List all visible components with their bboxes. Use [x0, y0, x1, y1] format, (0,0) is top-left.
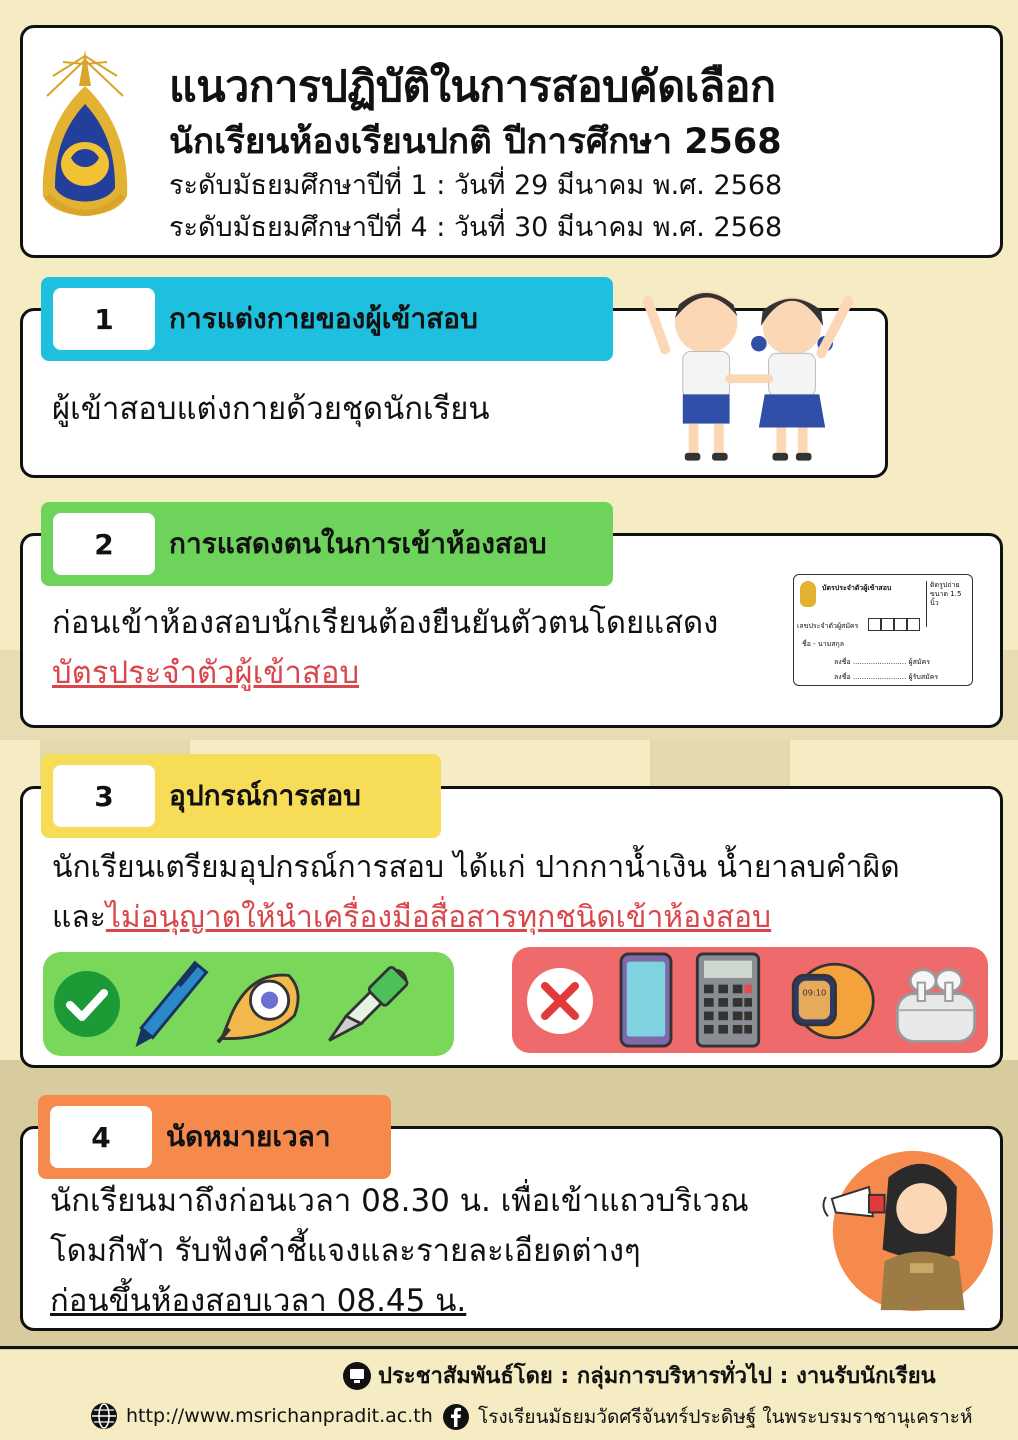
section-1-tab — [41, 277, 613, 361]
schedule-m1: ระดับมัธยมศึกษาปีที่ 1 : วันที่ 29 มีนาคม พ.ศ. 2568 — [169, 170, 783, 201]
section-title: การแสดงตนในการเข้าห้องสอบ — [169, 527, 547, 560]
correction-tape-icon — [210, 962, 310, 1048]
footer-facebook[interactable] — [442, 1402, 973, 1432]
section-2-tab — [41, 502, 613, 586]
section-number: 3 — [53, 765, 155, 827]
header-card — [20, 25, 1003, 258]
exam-card-highlight: บัตรประจำตัวผู้เข้าสอบ — [52, 655, 360, 691]
section-title: การแต่งกายของผู้เข้าสอบ — [169, 302, 478, 335]
schedule-m4: ระดับมัธยมศึกษาปีที่ 4 : วันที่ 30 มีนาคม พ.ศ. 2568 — [169, 212, 783, 243]
website-link[interactable]: http://www.msrichanpradit.ac.th — [126, 1405, 433, 1427]
section-title: นัดหมายเวลา — [166, 1120, 331, 1153]
teacher-megaphone-illustration — [820, 1148, 996, 1314]
school-logo — [33, 46, 137, 238]
phone-icon — [616, 952, 676, 1048]
earbuds-icon — [890, 955, 982, 1047]
footer-divider — [0, 1346, 1018, 1349]
section-3-line2: และไม่อนุญาตให้นำเครื่องมือสื่อสารทุกชนิดเข้าห้องสอบ — [52, 900, 772, 935]
section-4-line3: ก่อนขึ้นห้องสอบเวลา 08.45 น. — [50, 1283, 467, 1319]
footer-pr-text: ประชาสัมพันธ์โดย : กลุ่มการบริหารทั่วไป : งานรับนักเรียน — [378, 1364, 936, 1389]
students-illustration — [636, 266, 870, 472]
footer-website[interactable] — [90, 1402, 433, 1430]
section-4-text — [50, 1176, 749, 1326]
no-devices-highlight: ไม่อนุญาตให้นำเครื่องมือสื่อสารทุกชนิดเข้าห้องสอบ — [105, 900, 772, 935]
card-logo-icon — [800, 581, 816, 607]
footer-pr — [342, 1358, 936, 1393]
card-photo-box — [926, 581, 966, 627]
card-sign-applicant: ลงชื่อ ........................ ผู้สมัคร — [834, 658, 930, 666]
smartwatch-icon — [782, 955, 878, 1047]
check-icon — [52, 969, 122, 1039]
card-id-boxes — [868, 618, 920, 631]
section-3-tab — [41, 754, 441, 838]
page-title: แนวการปฏิบัติในการสอบคัดเลือก — [169, 62, 776, 112]
card-sign-receiver: ลงชื่อ ........................ ผู้รับสมัคร — [834, 673, 939, 681]
card-id-label: เลขประจำตัวผู้สมัคร — [797, 622, 859, 630]
section-number: 1 — [53, 288, 155, 350]
section-3-line1: นักเรียนเตรียมอุปกรณ์การสอบ ได้แก่ ปากกาน้ำเงิน น้ำยาลบคำผิด — [52, 850, 900, 885]
section-4-tab — [38, 1095, 391, 1179]
pen-icon — [130, 955, 210, 1051]
watch-time: 09:10 — [802, 987, 827, 998]
card-photo-label: ติดรูปถ่าย ขนาด 1.5 นิ้ว — [930, 581, 962, 607]
section-title: อุปกรณ์การสอบ — [169, 779, 361, 812]
page-subtitle: นักเรียนห้องเรียนปกติ ปีการศึกษา 2568 — [169, 122, 782, 162]
correction-fluid-icon — [310, 962, 414, 1046]
section-4-line2: โดมกีฬา รับฟังคำชี้แจงและรายละเอียดต่างๆ — [50, 1233, 641, 1269]
x-icon — [525, 966, 595, 1036]
section-2-text — [52, 598, 718, 698]
section-number: 2 — [53, 513, 155, 575]
card-title: บัตรประจำตัวผู้เข้าสอบ — [822, 584, 892, 592]
calculator-icon — [694, 952, 762, 1048]
monitor-icon — [342, 1361, 372, 1391]
exam-id-card — [793, 574, 973, 686]
section-number: 4 — [50, 1106, 152, 1168]
card-name-label: ชื่อ - นามสกุล — [802, 640, 845, 648]
section-3-text — [52, 843, 900, 943]
globe-icon — [90, 1402, 118, 1430]
section-1-text: ผู้เข้าสอบแต่งกายด้วยชุดนักเรียน — [52, 391, 490, 427]
facebook-icon — [442, 1403, 470, 1431]
section-2-line1: ก่อนเข้าห้องสอบนักเรียนต้องยืนยันตัวตนโดยแสดง — [52, 605, 719, 641]
section-4-line1: นักเรียนมาถึงก่อนเวลา 08.30 น. เพื่อเข้าแถวบริเวณ — [50, 1183, 749, 1219]
facebook-page-link[interactable]: โรงเรียนมัธยมวัดศรีจันทร์ประดิษฐ์ ในพระบรมราชานุเคราะห์ — [478, 1406, 973, 1428]
